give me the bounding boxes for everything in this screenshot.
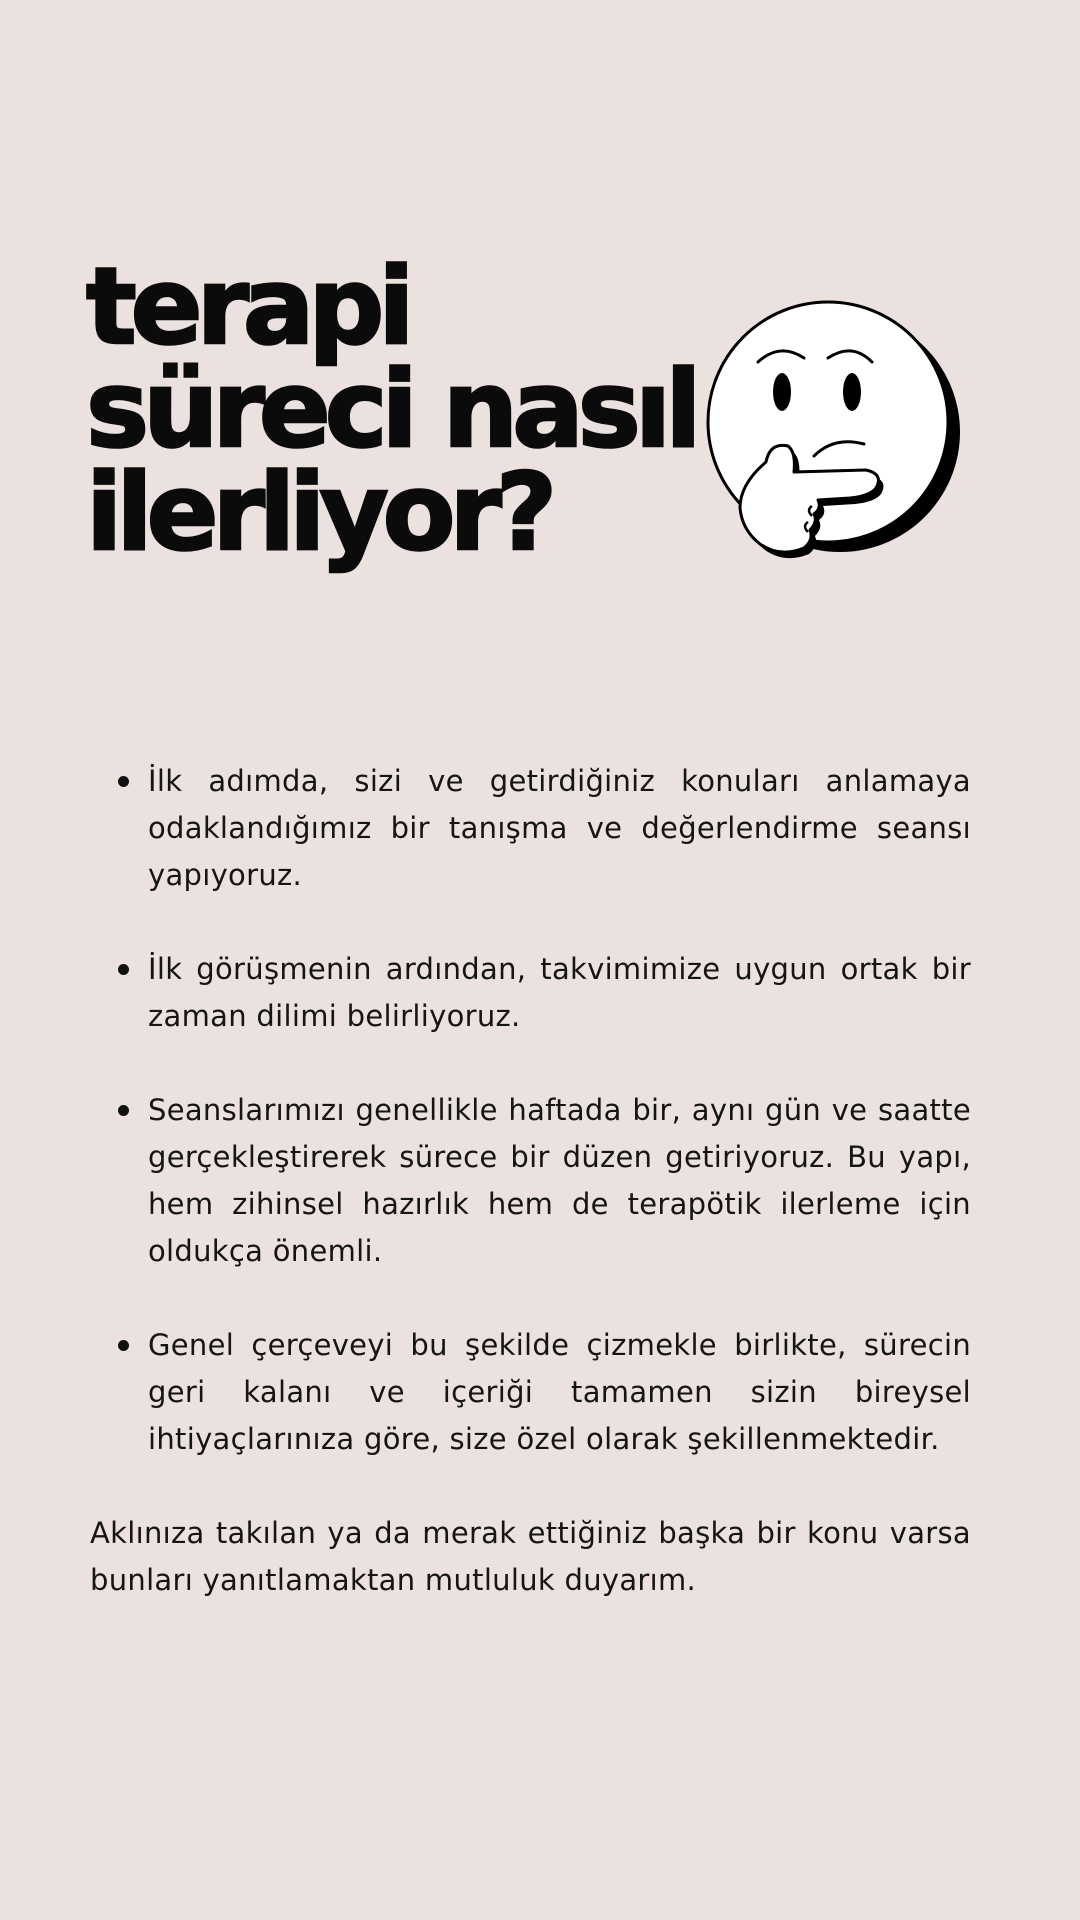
list-item-text: Genel çerçeveyi bu şekilde çizmekle birlikte, sürecin geri kalanı ve içeriği tamamen sizin bireysel ihtiyaçlarınıza göre, size özel olarak şekillenmektedir. [148, 1328, 971, 1456]
thinking-face-icon [700, 294, 968, 562]
list-item [90, 946, 971, 1040]
list-item-text: İlk görüşmenin ardından, takvimimize uygun ortak bir zaman dilimi belirliyoruz. [148, 952, 971, 1033]
list-item-text: İlk adımda, sizi ve getirdiğiniz konuları anlamaya odaklandığımız bir tanışma ve değerlendirme seansı yapıyoruz. [148, 764, 971, 892]
closing-paragraph: Aklınıza takılan ya da merak ettiğiniz başka bir konu varsa bunları yanıtlamaktan mutluluk duyarım. [90, 1516, 971, 1597]
list-item [90, 1322, 971, 1463]
title-line-1: terapi [86, 245, 409, 368]
bullet-icon [118, 776, 129, 787]
title-line-2: süreci nasıl [86, 348, 696, 471]
bullet-icon [118, 964, 129, 975]
list-item [90, 1087, 971, 1275]
title-line-3: ilerliyor? [86, 451, 552, 574]
list-item-text: Seanslarımızı genellikle haftada bir, aynı gün ve saatte gerçekleştirerek sürece bir düzen getiriyoruz. Bu yapı, hem zihinsel hazırlık hem de terapötik ilerleme için oldukça önemli. [148, 1093, 971, 1268]
bullet-icon [118, 1105, 129, 1116]
page-title [86, 245, 696, 574]
bullet-icon [118, 1340, 129, 1351]
process-list [90, 758, 971, 1463]
list-item [90, 758, 971, 899]
content-body [90, 758, 971, 1604]
